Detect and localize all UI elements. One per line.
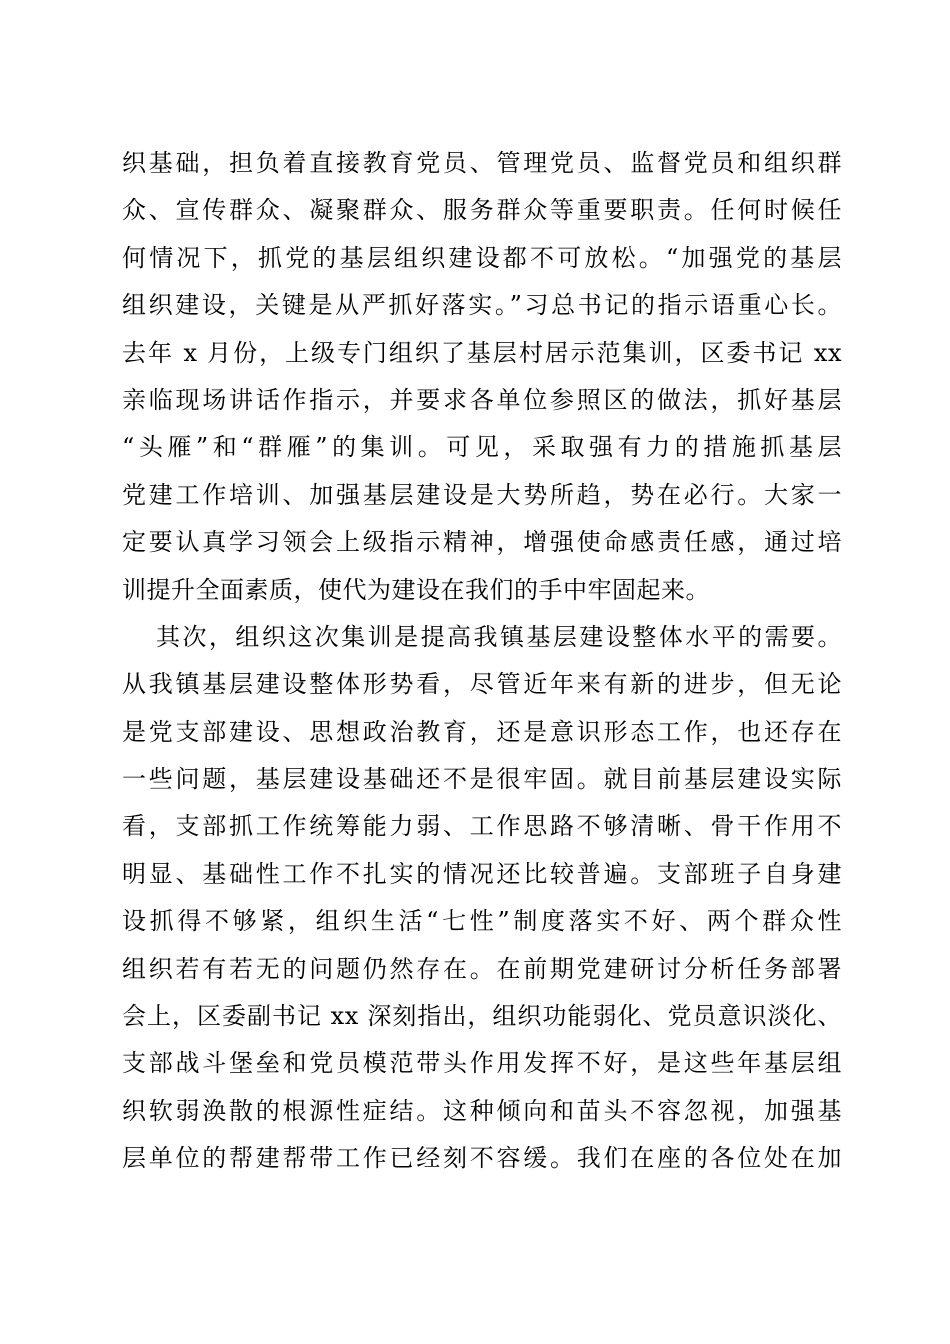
body-text [122, 140, 842, 1183]
text-line: 一些问题，基层建设基础还不是很牢固。就目前基层建设实际 [122, 765, 842, 794]
text-line: 亲临现场讲话作指示，并要求各单位参照区的做法，抓好基层 [122, 385, 842, 414]
text-line: 层单位的帮建帮带工作已经刻不容缓。我们在座的各位处在加 [122, 1144, 842, 1173]
text-line: 党建工作培训、加强基层建设是大势所趋，势在必行。大家一 [122, 480, 842, 509]
text-line: 定要认真学习领会上级指示精神，增强使命感责任感，通过培 [122, 528, 842, 557]
text-line: 支部战斗堡垒和党员模范带头作用发挥不好，是这些年基层组 [122, 1049, 842, 1078]
text-line: 从我镇基层建设整体形势看，尽管近年来有新的进步，但无论 [122, 670, 842, 699]
text-line: 组织若有若无的问题仍然存在。在前期党建研讨分析任务部署 [122, 954, 842, 983]
text-line: 织软弱涣散的根源性症结。这种倾向和苗头不容忽视，加强基 [122, 1096, 842, 1125]
text-line: “头雁”和“群雁”的集训。可见，采取强有力的措施抓基层 [122, 433, 842, 462]
text-line: 去年 x 月份，上级专门组织了基层村居示范集训，区委书记 xx [122, 338, 842, 367]
text-line: 设抓得不够紧，组织生活“七性”制度落实不好、两个群众性 [122, 907, 842, 936]
paragraph-end-line: 训提升全面素质，使代为建设在我们的手中牢固起来。 [122, 575, 710, 604]
text-line: 明显、基础性工作不扎实的情况还比较普遍。支部班子自身建 [122, 859, 842, 888]
text-line: 众、宣传群众、凝聚群众、服务群众等重要职责。任何时候任 [122, 196, 842, 225]
paragraph-start-line: 其次，组织这次集训是提高我镇基层建设整体水平的需要。 [156, 622, 842, 651]
text-line: 是党支部建设、思想政治教育，还是意识形态工作，也还存在 [122, 717, 842, 746]
text-line: 何情况下，抓党的基层组织建设都不可放松。“加强党的基层 [122, 243, 842, 272]
text-line: 会上，区委副书记 xx 深刻指出，组织功能弱化、党员意识淡化、 [122, 1002, 842, 1031]
text-line: 组织建设，关键是从严抓好落实。”习总书记的指示语重心长。 [122, 291, 842, 320]
text-line: 织基础，担负着直接教育党员、管理党员、监督党员和组织群 [122, 149, 842, 177]
text-line: 看，支部抓工作统筹能力弱、工作思路不够清晰、骨干作用不 [122, 812, 842, 841]
